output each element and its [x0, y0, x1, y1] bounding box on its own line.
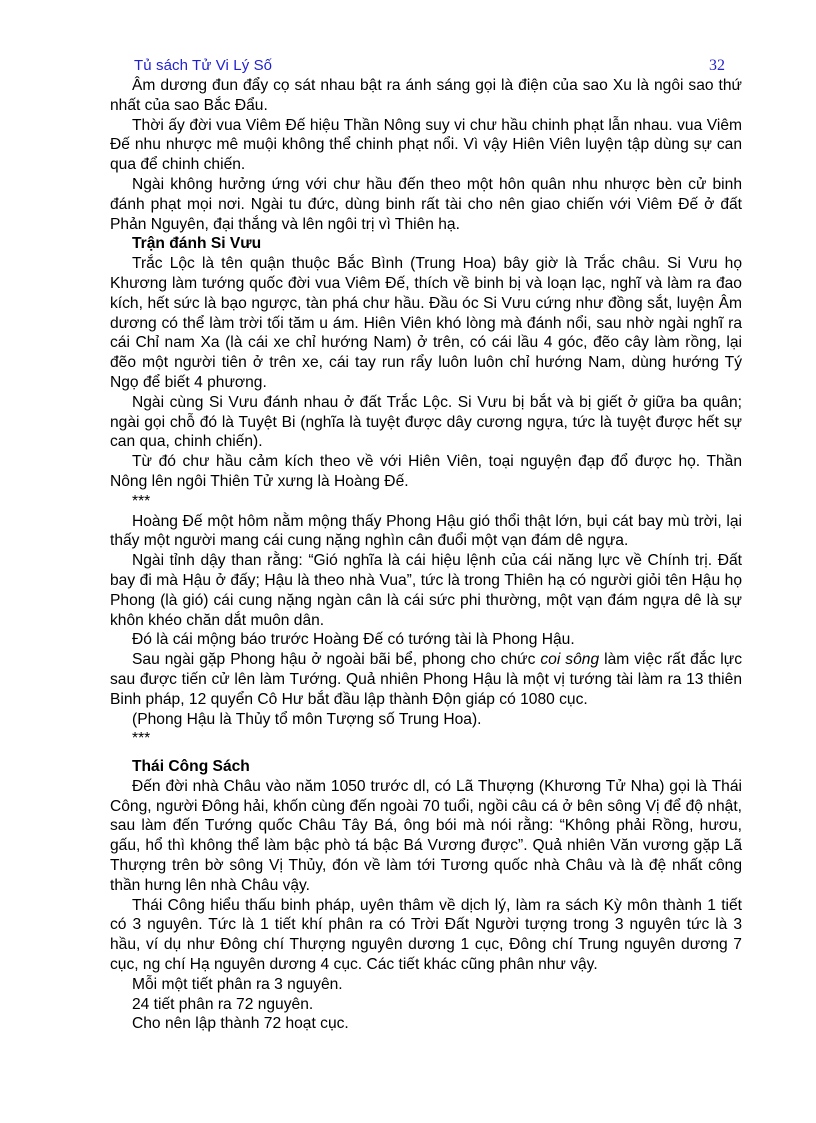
book-series-title: Tủ sách Tử Vi Lý Số — [134, 57, 273, 74]
paragraph: Ngài cùng Si Vưu đánh nhau ở đất Trắc Lộc. Si Vưu bị bắt và bị giết ở giữa ba quân; ngài gọi chỗ đó là Tuyệt Bi (nghĩa là tuyệt được dây cương ngựa, tức là tuyệt được hết sự can qua, chinh chiến). — [110, 393, 742, 451]
paragraph: Ngài không hưởng ứng với chư hầu đến theo một hôn quân nhu nhược bèn cử binh đánh phạt mọi nơi. Ngài tu đức, dùng binh rất tài cho nên giao chiến với Viêm Đế ở đất Phản Nguyên, đại thắng và lên ngôi trị vì Thiên hạ. — [110, 175, 742, 233]
paragraph: Trắc Lộc là tên quận thuộc Bắc Bình (Trung Hoa) bây giờ là Trắc châu. Si Vưu họ Khương làm tướng quốc đời vua Viêm Đế, thích về binh bị và loạn lạc, nghĩ và làm ra đao kích, hết sức là bạo ngược, tàn phá chư hầu. Đầu óc Si Vưu cứng như đồng sắt, luyện Âm dương có thể làm trời tối tăm u ám. Hiên Viên khó lòng mà đánh nổi, sau nhờ ngài nghĩ ra cái Chỉ nam Xa (là cái xe chỉ hướng Nam) ở trên, có cái lầu 4 góc, đẽo cây làm rồng, lại đẽo một người tiên ở trên xe, cái tay run rẩy luôn luôn chỉ hướng Nam, dùng hướng Tý Ngọ để biết 4 phương. — [110, 255, 742, 391]
paragraph: Đó là cái mộng báo trước Hoàng Đế có tướng tài là Phong Hậu. — [132, 631, 575, 649]
section-heading-si-vuu: Trận đánh Si Vưu — [132, 235, 262, 253]
section-separator: *** — [132, 730, 151, 748]
page-header — [110, 52, 742, 74]
text-line: Mỗi một tiết phân ra 3 nguyên. — [132, 975, 343, 993]
paragraph: Âm dương đun đẩy cọ sát nhau bật ra ánh sáng gọi là điện của sao Xu là ngôi sao thứ nhất của sao Bắc Đẩu. — [110, 77, 742, 114]
document-page — [110, 52, 742, 1034]
paragraph-text: Sau ngài gặp Phong hậu ở ngoài bãi bể, phong cho chức — [132, 651, 541, 669]
paragraph: Thời ấy đời vua Viêm Đế hiệu Thần Nông suy vi chư hầu chinh phạt lẫn nhau. vua Viêm Đế nhu nhược mê muội không thể chinh phạt nổi. Vì vậy Hiên Viên luyện tập dùng sự can qua để chinh chiến. — [110, 116, 742, 174]
paragraph: Hoàng Đế một hôm nằm mộng thấy Phong Hậu gió thổi thật lớn, bụi cát bay mù trời, lại thấy một người mang cái cung nặng nghìn cân đuổi một vạn đám dê ngựa. — [110, 512, 742, 550]
text-line: 24 tiết phân ra 72 nguyên. — [132, 995, 314, 1013]
document-body — [110, 76, 742, 1034]
italic-term: coi sông — [540, 651, 600, 669]
paragraph: Từ đó chư hầu cảm kích theo về với Hiên Viên, toại nguyện đạp đổ được họ. Thần Nông lên ngôi Thiên Tử xưng là Hoàng Đế. — [110, 453, 742, 490]
section-separator: *** — [132, 492, 151, 510]
section-heading-thai-cong-sach: Thái Công Sách — [132, 758, 250, 776]
paragraph: Ngài tỉnh dậy than rằng: “Gió nghĩa là cái hiệu lệnh của cái năng lực về Chính trị. Đất bay đi mà Hậu ở đấy; Hậu là theo nhà Vua”, tức là trong Thiên hạ có người giỏi tên Hậu họ Phong (là gió) cái cung nặng ngàn cân là cái sức phi thường, một vạn đám ngựa dê là sự khôn khéo chăn dắt muôn dân. — [110, 552, 742, 629]
paragraph: (Phong Hậu là Thủy tổ môn Tượng số Trung Hoa). — [132, 710, 482, 728]
paragraph-text: làm việc rất đắc lực sau được tiến cử lên làm Tướng. Quả nhiên Phong Hậu là một vị tướng tài làm ra 13 thiên Binh pháp, 12 quyển Cô Hư bắt đầu lập thành Độn giáp có 1080 cục. — [110, 651, 742, 708]
paragraph — [110, 650, 742, 709]
page-number: 32 — [709, 57, 725, 74]
paragraph: Thái Công hiểu thấu binh pháp, uyên thâm về dịch lý, làm ra sách Kỳ môn thành 1 tiết có 3 nguyên. Tức là 1 tiết khí phân ra có Trời Đất Người tượng trong 3 nguyên tức là 3 hầu, ví dụ như Đông chí Thượng nguyên dương 1 cục, Đông chí Trung nguyên dương 7 cục, ng chí Hạ nguyên dương 4 cục. Các tiết khác cũng phân như vậy. — [110, 896, 742, 974]
paragraph: Đến đời nhà Châu vào năm 1050 trước dl, có Lã Thượng (Khương Tử Nha) gọi là Thái Công, người Đông hải, khốn cùng đến ngoài 70 tuổi, ngồi câu cá ở bên sông Vị để độ nhật, sau làm đến Tướng quốc Châu Tây Bá, ông bói mà nói rằng: “Không phải Rồng, hươu, gấu, hổ thì không thể làm bậc phò tá bậc Bá Vương được”. Quả nhiên Văn vương gặp Lã Thượng trên bờ sông Vị Thủy, đón về làm tới Tương quốc nhà Châu và là đệ nhất công thần hưng lên nhà Châu vậy. — [110, 777, 742, 894]
text-line: Cho nên lập thành 72 hoạt cục. — [132, 1015, 349, 1033]
